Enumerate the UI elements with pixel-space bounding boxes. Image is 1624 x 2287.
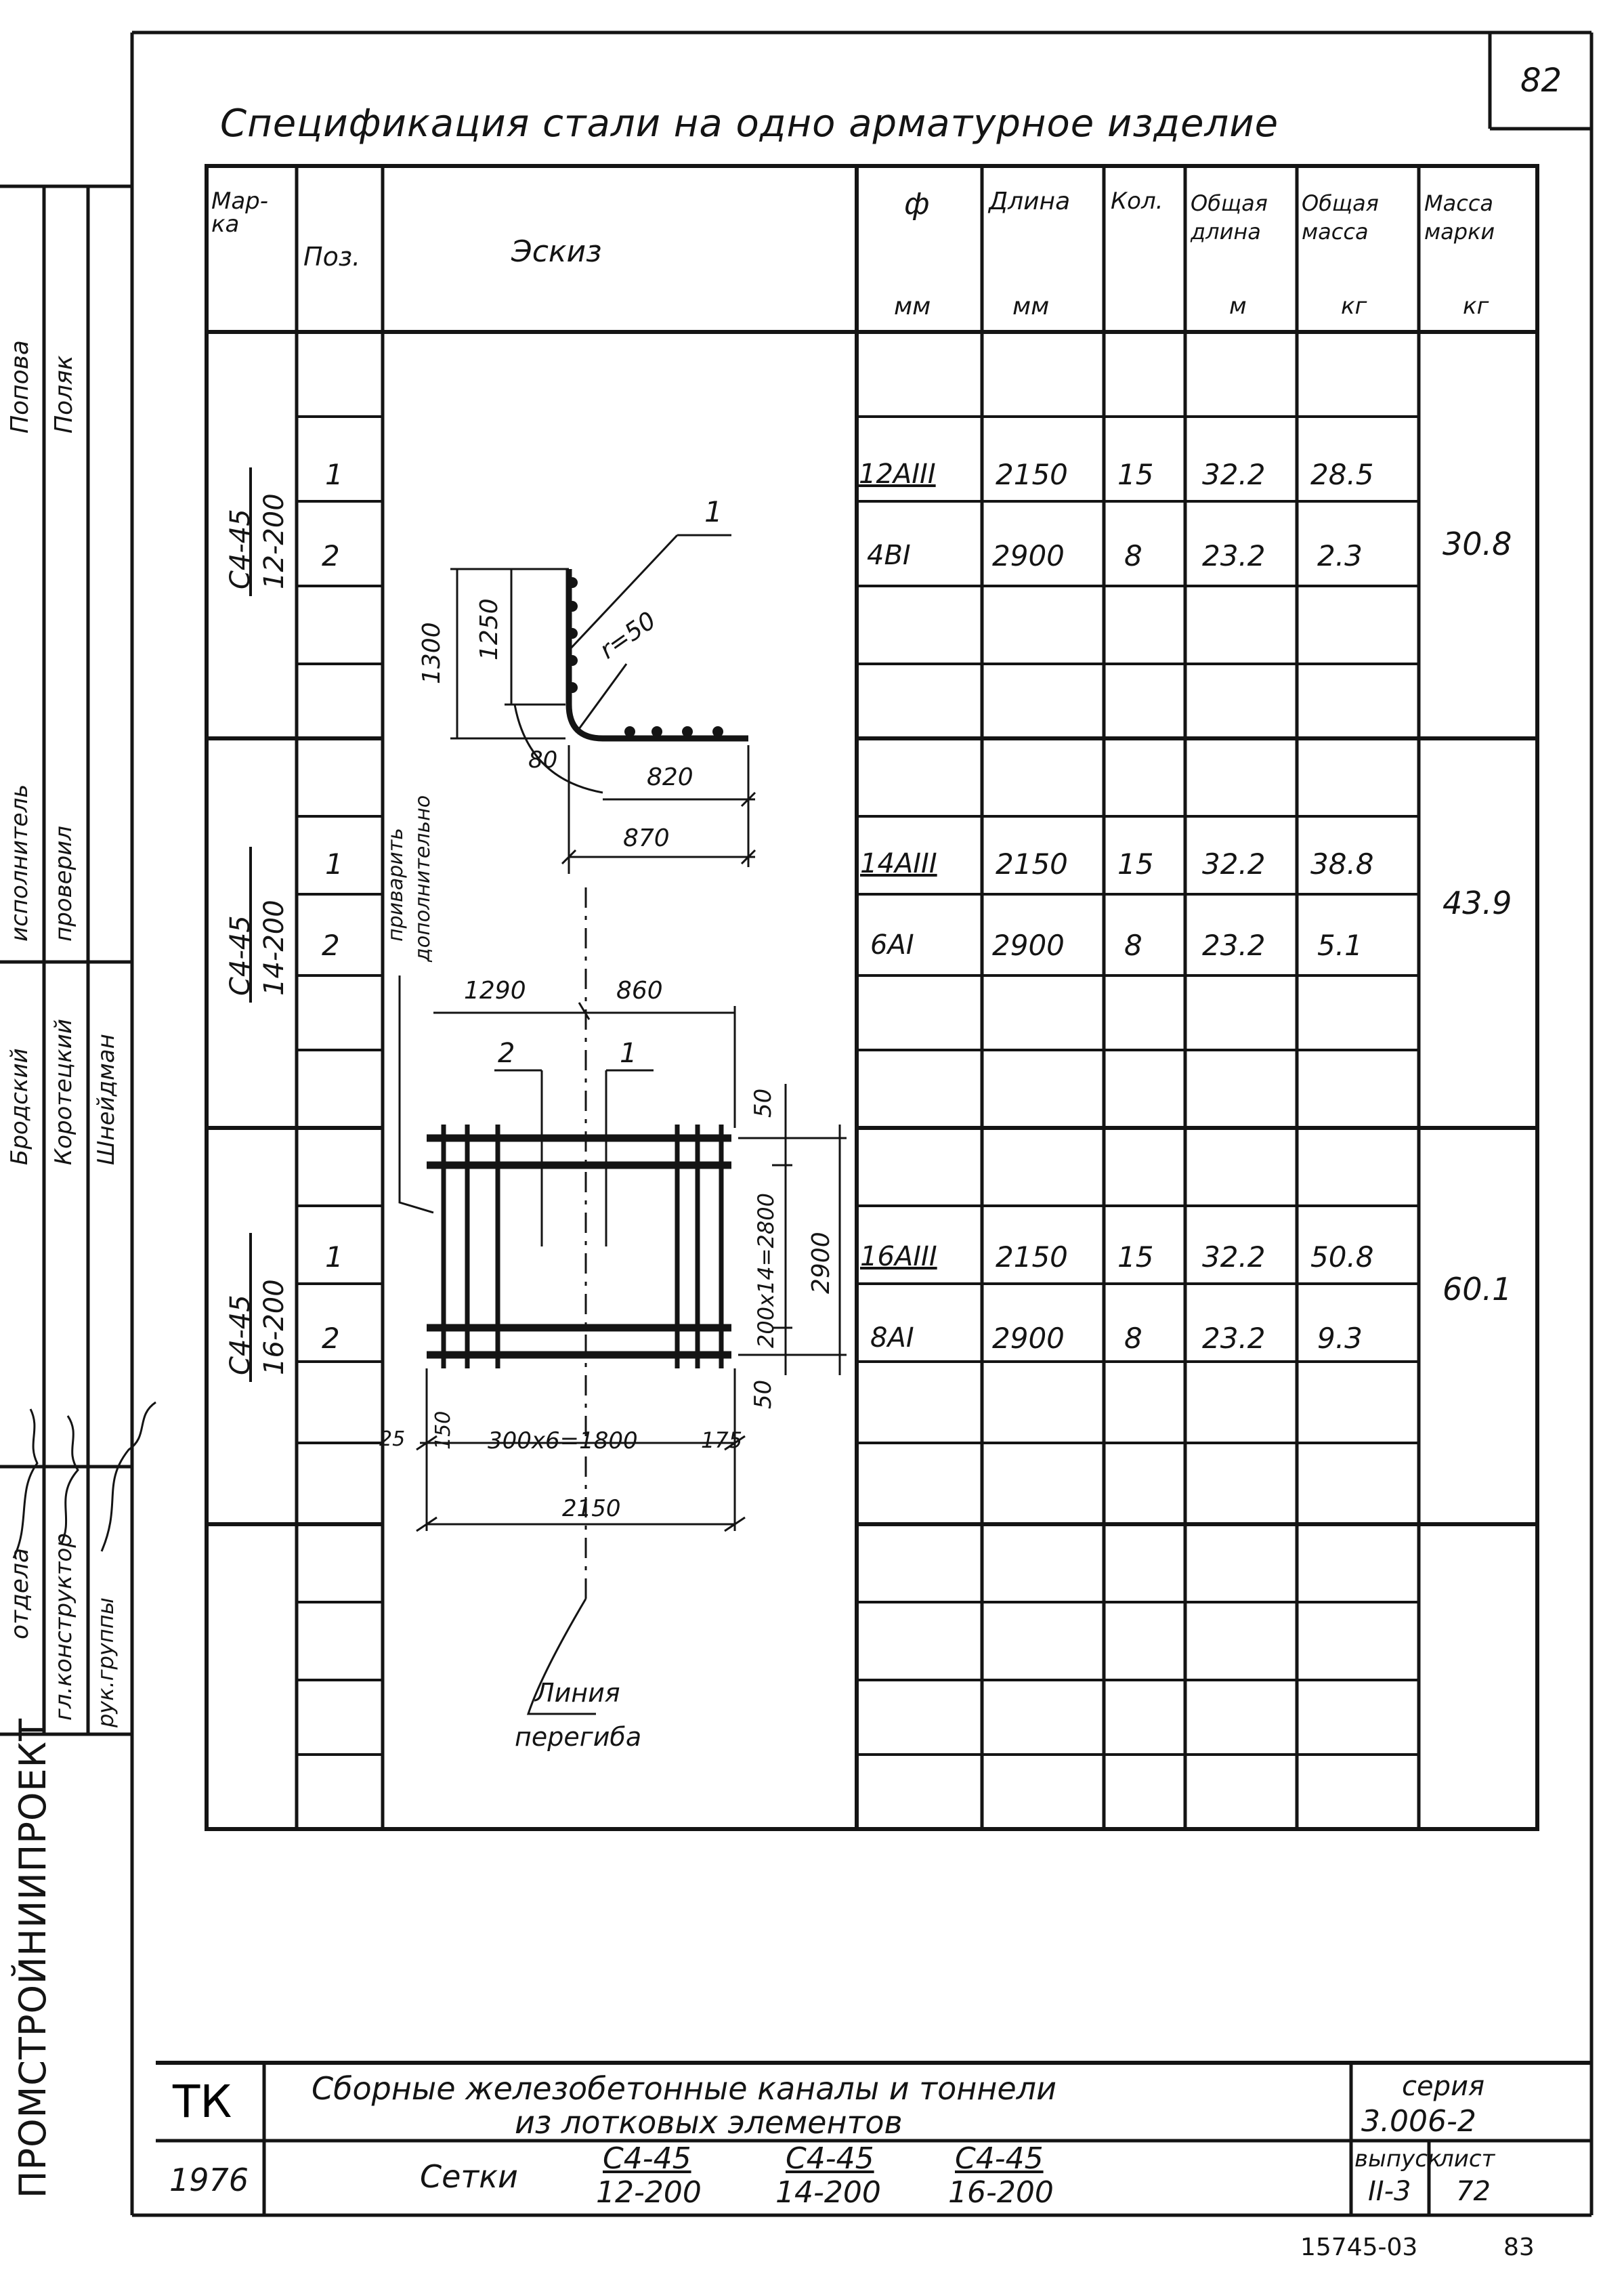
tb-seria-value: 3.006-2 xyxy=(1361,2104,1476,2139)
sketch-dim-50-bottom: 50 xyxy=(750,1379,777,1409)
total-length-1-1: 32.2 xyxy=(1202,458,1266,491)
stamp-name-polyak: Поляк xyxy=(50,355,78,434)
diam-1-2: 4ВI xyxy=(867,540,911,571)
stamp-role-glkonstr: гл.конструктор xyxy=(50,1533,77,1721)
qty-2-2: 8 xyxy=(1124,929,1142,962)
sketch-dim-1300: 1300 xyxy=(418,622,446,684)
signature-marks xyxy=(0,0,203,2287)
poz-2-1: 1 xyxy=(325,847,343,881)
header-massa-marki-unit: кг xyxy=(1463,293,1489,320)
header-obsh-massa-unit: кг xyxy=(1341,293,1367,320)
poz-1-1: 1 xyxy=(325,458,343,491)
stamp-role-ruk: рук.группы xyxy=(93,1597,119,1727)
tb-subtitle: Сетки xyxy=(420,2158,518,2195)
diam-2-1: 14АIII xyxy=(860,848,937,879)
total-length-3-2: 23.2 xyxy=(1202,1322,1266,1355)
sketch-dim-860: 860 xyxy=(616,977,663,1005)
sketch-pos-1: 1 xyxy=(620,1038,637,1069)
spec-title: Спецификация стали на одно арматурное изделие xyxy=(220,102,1279,146)
header-eskiz: Эскиз xyxy=(511,234,602,269)
tb-mark-2-top: С4-45 xyxy=(786,2141,874,2176)
qty-1-2: 8 xyxy=(1124,539,1142,572)
diam-3-2: 8АI xyxy=(870,1322,914,1354)
total-length-2-2: 23.2 xyxy=(1202,929,1266,962)
poz-2-2: 2 xyxy=(322,929,340,962)
sketch-dim-2900: 2900 xyxy=(807,1232,835,1294)
header-dlina-unit: мм xyxy=(1012,293,1050,320)
sketch-bend-line-1: Линия xyxy=(535,1678,620,1708)
sketch-leader-1-top: 1 xyxy=(704,495,723,528)
tb-mark-3-bottom: 16-200 xyxy=(948,2175,1054,2210)
poz-3-2: 2 xyxy=(322,1322,340,1355)
tb-vypusk-value: II-3 xyxy=(1368,2176,1411,2207)
length-1-2: 2900 xyxy=(992,539,1065,572)
header-kol: Кол. xyxy=(1111,188,1163,215)
tb-mark-3-top: С4-45 xyxy=(955,2141,1044,2176)
footer-page: 83 xyxy=(1503,2233,1535,2261)
header-marka: Мар-ка xyxy=(211,188,269,238)
tb-mark-2-bottom: 14-200 xyxy=(775,2175,881,2210)
sketch-dim-200x14: 200х14=2800 xyxy=(753,1193,779,1348)
qty-1-1: 15 xyxy=(1117,458,1154,491)
sketch-bend-line-2: перегиба xyxy=(515,1722,642,1752)
header-diam-unit: мм xyxy=(894,293,931,320)
sketch-dim-150: 150 xyxy=(431,1410,455,1450)
sketch-pos-2: 2 xyxy=(498,1038,515,1069)
total-mass-1-2: 2.3 xyxy=(1317,539,1363,572)
mass-total-3: 60.1 xyxy=(1443,1271,1512,1307)
marka-3-top: С4-45 xyxy=(225,1295,256,1375)
marka-3-bottom: 16-200 xyxy=(259,1279,290,1375)
sketch-dim-175: 175 xyxy=(701,1427,743,1453)
stamp-role-ispoln: исполнитель xyxy=(6,784,33,942)
header-obsh-dlina-unit: м xyxy=(1229,293,1247,320)
length-1-1: 2150 xyxy=(996,458,1068,491)
qty-3-2: 8 xyxy=(1124,1322,1142,1355)
tb-name-2: из лотковых элементов xyxy=(515,2104,903,2141)
sketch-dim-50-top: 50 xyxy=(750,1088,777,1118)
tb-list-value: 72 xyxy=(1456,2176,1491,2207)
header-diam: ф xyxy=(904,187,930,222)
stamp-name-popova: Попова xyxy=(6,340,34,434)
total-mass-3-1: 50.8 xyxy=(1310,1240,1374,1274)
total-length-1-2: 23.2 xyxy=(1202,539,1266,572)
sketch-note-1: приварить xyxy=(384,828,408,942)
stamp-name-brodsky: Бродский xyxy=(6,1048,33,1165)
sketch-dim-820: 820 xyxy=(647,763,693,791)
length-3-1: 2150 xyxy=(996,1240,1068,1274)
sketch-dim-870: 870 xyxy=(623,824,670,852)
total-mass-2-2: 5.1 xyxy=(1317,929,1363,962)
stamp-role-otdela: отдела xyxy=(6,1547,34,1639)
header-obsh-dlina: Общая длина xyxy=(1191,190,1268,245)
stamp-name-korotetsky: Коротецкий xyxy=(50,1019,77,1165)
marka-2-bottom: 14-200 xyxy=(259,900,290,996)
header-poz: Поз. xyxy=(303,242,361,272)
tb-list-label: лист xyxy=(1439,2145,1495,2173)
footer-inv: 15745-03 xyxy=(1300,2233,1418,2261)
sketch-note-2: дополнительно xyxy=(411,795,435,962)
header-massa-marki: Масса марки xyxy=(1424,190,1495,245)
sketch-mesh xyxy=(400,975,847,1714)
stamp-role-proveril: проверил xyxy=(50,826,77,942)
tb-code: ТК xyxy=(173,2076,232,2128)
mass-total-2: 43.9 xyxy=(1443,885,1512,921)
diam-2-2: 6АI xyxy=(870,929,914,961)
tb-vypusk-label: выпуск xyxy=(1354,2145,1442,2173)
sketch-dim-25: 25 xyxy=(379,1427,406,1451)
tb-mark-1-top: С4-45 xyxy=(603,2141,691,2176)
total-length-3-1: 32.2 xyxy=(1202,1240,1266,1274)
qty-3-1: 15 xyxy=(1117,1240,1154,1274)
qty-2-1: 15 xyxy=(1117,847,1154,881)
marka-1-top: С4-45 xyxy=(225,509,256,589)
sketch-radius: r=50 xyxy=(595,606,662,665)
header-obsh-massa: Общая масса xyxy=(1302,190,1379,245)
length-3-2: 2900 xyxy=(992,1322,1065,1355)
tb-seria-label: серия xyxy=(1402,2071,1485,2102)
total-mass-2-1: 38.8 xyxy=(1310,847,1374,881)
marka-2-top: С4-45 xyxy=(225,915,256,996)
length-2-2: 2900 xyxy=(992,929,1065,962)
page-number: 82 xyxy=(1520,62,1562,100)
poz-3-1: 1 xyxy=(325,1240,343,1274)
sketch-dim-300x6: 300х6=1800 xyxy=(488,1427,638,1454)
total-mass-1-1: 28.5 xyxy=(1310,458,1374,491)
tb-year: 1976 xyxy=(169,2162,249,2198)
length-2-1: 2150 xyxy=(996,847,1068,881)
sketch-dim-80: 80 xyxy=(528,747,558,774)
diam-1-1: 12АIII xyxy=(859,459,936,490)
sketch-dim-1250: 1250 xyxy=(475,598,503,660)
header-dlina: Длина xyxy=(989,188,1071,215)
poz-1-2: 2 xyxy=(322,539,340,572)
stamp-name-shneidman: Шнейдман xyxy=(93,1034,120,1165)
total-mass-3-2: 9.3 xyxy=(1317,1322,1363,1355)
marka-1-bottom: 12-200 xyxy=(259,493,290,589)
tb-name-1: Сборные железобетонные каналы и тоннели xyxy=(312,2070,1056,2107)
total-length-2-1: 32.2 xyxy=(1202,847,1266,881)
sketch-dim-1290: 1290 xyxy=(464,977,526,1005)
mass-total-1: 30.8 xyxy=(1443,526,1512,562)
stamp-org: ПРОМСТРОЙНИИПРОЕКТ xyxy=(12,1718,54,2198)
sketch-dim-2150: 2150 xyxy=(562,1495,621,1522)
tb-mark-1-bottom: 12-200 xyxy=(596,2175,702,2210)
diam-3-1: 16АIII xyxy=(860,1241,937,1272)
